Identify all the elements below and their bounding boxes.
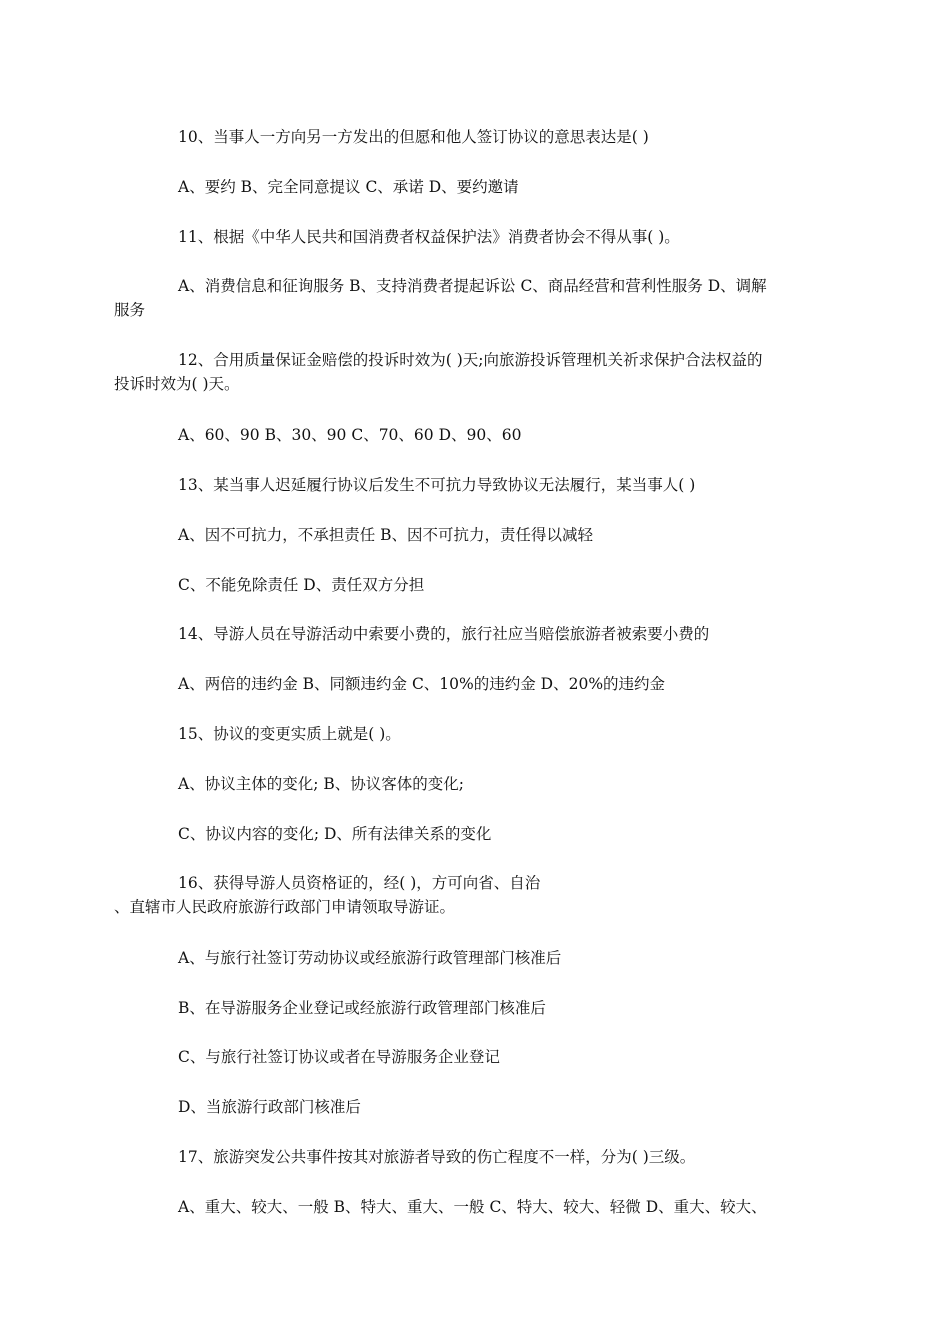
text-line: A、60、90 B、30、90 C、70、60 D、90、60: [178, 426, 522, 444]
text-line: A、重大、较大、一般 B、特大、重大、一般 C、特大、较大、轻微 D、重大、较大、: [178, 1198, 767, 1216]
options-10: [146, 175, 811, 199]
option-16-c: [146, 1045, 811, 1069]
question-10: [146, 125, 811, 149]
question-14: [146, 622, 811, 646]
option-16-b: [146, 996, 811, 1020]
option-16-d: [146, 1095, 811, 1119]
text-line: 17、旅游突发公共事件按其对旅游者导致的伤亡程度不一样，分为( )三级。: [178, 1148, 696, 1166]
text-line: B、在导游服务企业登记或经旅游行政管理部门核准后: [178, 999, 546, 1017]
text-line: A、要约 B、完全同意提议 C、承诺 D、要约邀请: [178, 178, 519, 196]
text-line: 、直辖市人民政府旅游行政部门申请领取导游证。: [114, 898, 456, 916]
text-line: 12、合用质量保证金赔偿的投诉时效为( )天;向旅游投诉管理机关祈求保护合法权益的: [178, 351, 763, 369]
text-line: 投诉时效为( )天。: [114, 375, 240, 393]
options-14: [146, 672, 811, 696]
options-15-line-1: [146, 772, 811, 796]
options-12: [146, 423, 811, 447]
question-13: [146, 473, 811, 497]
option-16-a: [146, 946, 811, 970]
text-line: 13、某当事人迟延履行协议后发生不可抗力导致协议无法履行，某当事人( ): [178, 476, 696, 494]
options-13-line-2: [146, 573, 811, 597]
text-line: 10、当事人一方向另一方发出的但愿和他人签订协议的意思表达是( ): [178, 128, 649, 146]
text-line: A、协议主体的变化; B、协议客体的变化;: [178, 775, 464, 793]
text-line: C、与旅行社签订协议或者在导游服务企业登记: [178, 1048, 500, 1066]
options-11: [114, 274, 811, 322]
text-line: A、两倍的违约金 B、同额违约金 C、10%的违约金 D、20%的违约金: [178, 675, 666, 693]
question-11: [146, 225, 811, 249]
text-line: D、当旅游行政部门核准后: [178, 1098, 361, 1116]
text-line: C、不能免除责任 D、责任双方分担: [178, 576, 425, 594]
options-15-line-2: [146, 822, 811, 846]
text-line: 服务: [114, 301, 146, 319]
text-line: 14、导游人员在导游活动中索要小费的，旅行社应当赔偿旅游者被索要小费的: [178, 625, 710, 643]
text-line: A、消费信息和征询服务 B、支持消费者提起诉讼 C、商品经营和营利性服务 D、调解: [178, 277, 767, 295]
text-line: 11、根据《中华人民共和国消费者权益保护法》消费者协会不得从事( )。: [178, 228, 680, 246]
question-15: [146, 722, 811, 746]
text-line: 15、协议的变更实质上就是( )。: [178, 725, 401, 743]
question-16: [114, 871, 811, 919]
text-line: A、因不可抗力，不承担责任 B、因不可抗力，责任得以减轻: [178, 526, 594, 544]
options-17: [146, 1195, 811, 1219]
text-line: 16、获得导游人员资格证的，经( )，方可向省、自治: [178, 874, 541, 892]
text-line: C、协议内容的变化; D、所有法律关系的变化: [178, 825, 492, 843]
question-17: [146, 1145, 811, 1169]
text-line: A、与旅行社签订劳动协议或经旅游行政管理部门核准后: [178, 949, 562, 967]
question-12: [114, 348, 811, 396]
options-13-line-1: [146, 523, 811, 547]
